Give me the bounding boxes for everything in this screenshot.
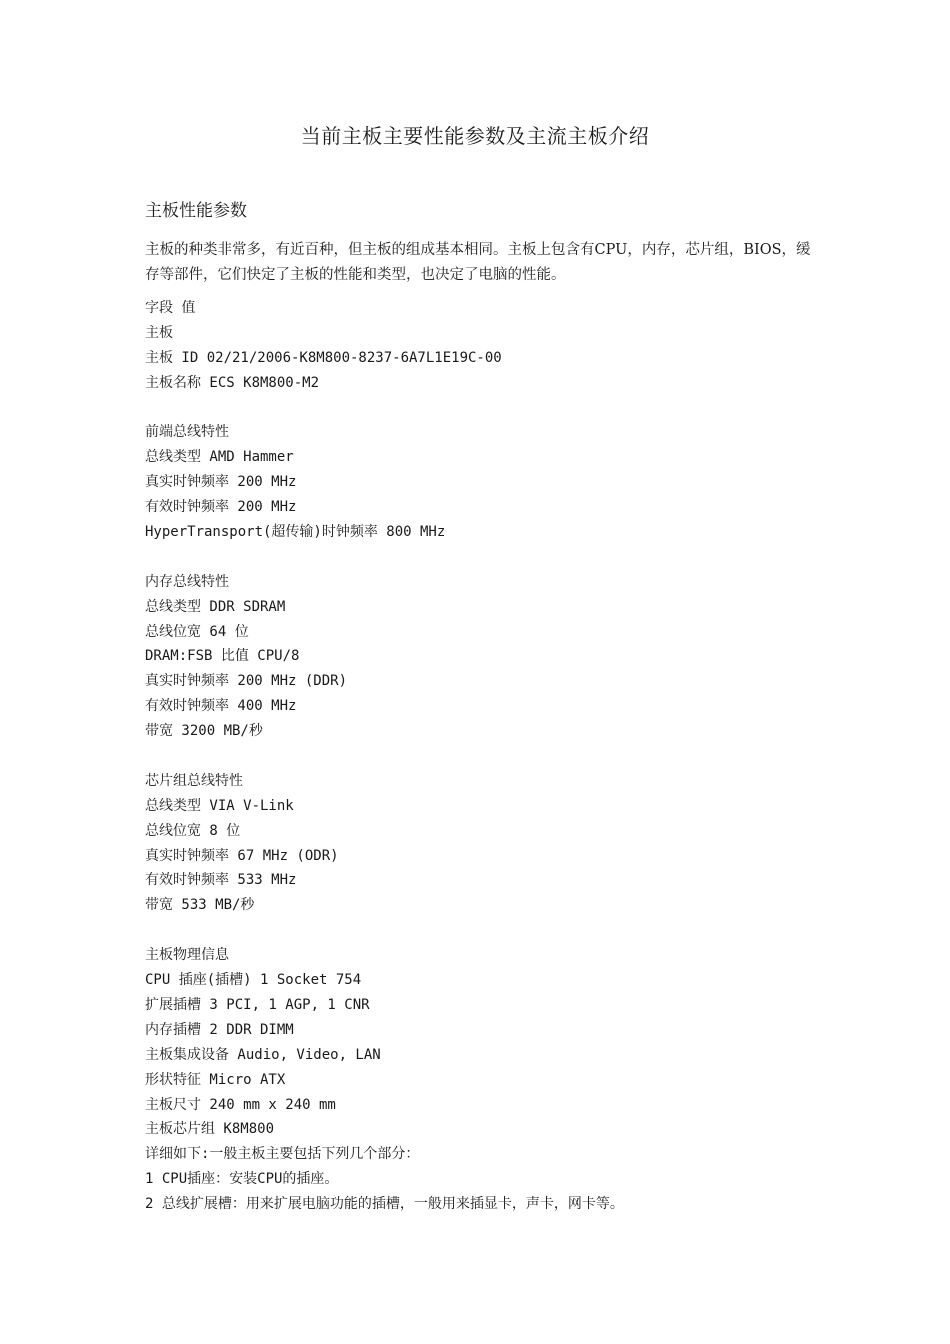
- spec-line: 总线位宽 8 位: [145, 822, 241, 839]
- spec-line: 内存插槽 2 DDR DIMM: [145, 1021, 294, 1038]
- spec-line: 总线类型 DDR SDRAM: [145, 598, 286, 615]
- spec-line: 主板芯片组 K8M800: [145, 1121, 275, 1138]
- spec-line: [145, 744, 845, 769]
- spec-line: 总线位宽 64 位: [145, 623, 249, 640]
- spec-line: 主板物理信息: [145, 947, 229, 964]
- spec-line: 形状特征 Micro ATX: [145, 1071, 286, 1088]
- spec-line: 2 总线扩展槽：用来扩展电脑功能的插槽，一般用来插显卡，声卡，网卡等。: [145, 1196, 624, 1213]
- spec-line: 真实时钟频率 200 MHz: [145, 474, 297, 491]
- spec-line: 有效时钟频率 400 MHz: [145, 698, 297, 715]
- spec-line: 有效时钟频率 200 MHz: [145, 499, 297, 516]
- spec-line: 主板集成设备 Audio, Video, LAN: [145, 1046, 381, 1063]
- spec-line: CPU 插座(插槽) 1 Socket 754: [145, 972, 362, 989]
- spec-line: 详细如下:一般主板主要包括下列几个部分：: [145, 1146, 420, 1163]
- spec-line: 1 CPU插座：安装CPU的插座。: [145, 1171, 339, 1188]
- spec-line: 总线类型 VIA V-Link: [145, 797, 294, 814]
- spec-line: 真实时钟频率 200 MHz (DDR): [145, 673, 348, 690]
- intro-paragraph: 主板的种类非常多，有近百种，但主板的组成基本相同。主板上包含有CPU，内存，芯片组，BIOS，缓存等部件，它们快定了主板的性能和类型，也决定了电脑的性能。: [145, 242, 811, 283]
- spec-line: 有效时钟频率 533 MHz: [145, 872, 297, 889]
- spec-line: DRAM:FSB 比值 CPU/8: [145, 648, 300, 665]
- spec-line: [145, 545, 845, 570]
- spec-line: 带宽 533 MB/秒: [145, 897, 255, 914]
- spec-line: [145, 396, 845, 421]
- spec-line: 总线类型 AMD Hammer: [145, 449, 294, 466]
- spec-line: 带宽 3200 MB/秒: [145, 723, 263, 740]
- spec-line: 前端总线特性: [145, 424, 229, 441]
- spec-line: 芯片组总线特性: [145, 772, 243, 789]
- spec-line: 主板尺寸 240 mm x 240 mm: [145, 1096, 336, 1113]
- spec-line: 主板: [145, 324, 173, 341]
- spec-list: [145, 296, 845, 1217]
- spec-line: [145, 918, 845, 943]
- section-heading: 主板性能参数: [145, 201, 247, 221]
- spec-line: 字段 值: [145, 300, 196, 316]
- document-title: 当前主板主要性能参数及主流主板介绍: [300, 124, 650, 148]
- spec-line: HyperTransport(超传输)时钟频率 800 MHz: [145, 524, 446, 541]
- spec-line: 内存总线特性: [145, 573, 229, 590]
- spec-line: 真实时钟频率 67 MHz (ODR): [145, 847, 339, 864]
- spec-line: 主板 ID 02/21/2006-K8M800-8237-6A7L1E19C-00: [145, 349, 502, 366]
- spec-line: 主板名称 ECS K8M800-M2: [145, 374, 320, 391]
- spec-line: 扩展插槽 3 PCI, 1 AGP, 1 CNR: [145, 996, 370, 1013]
